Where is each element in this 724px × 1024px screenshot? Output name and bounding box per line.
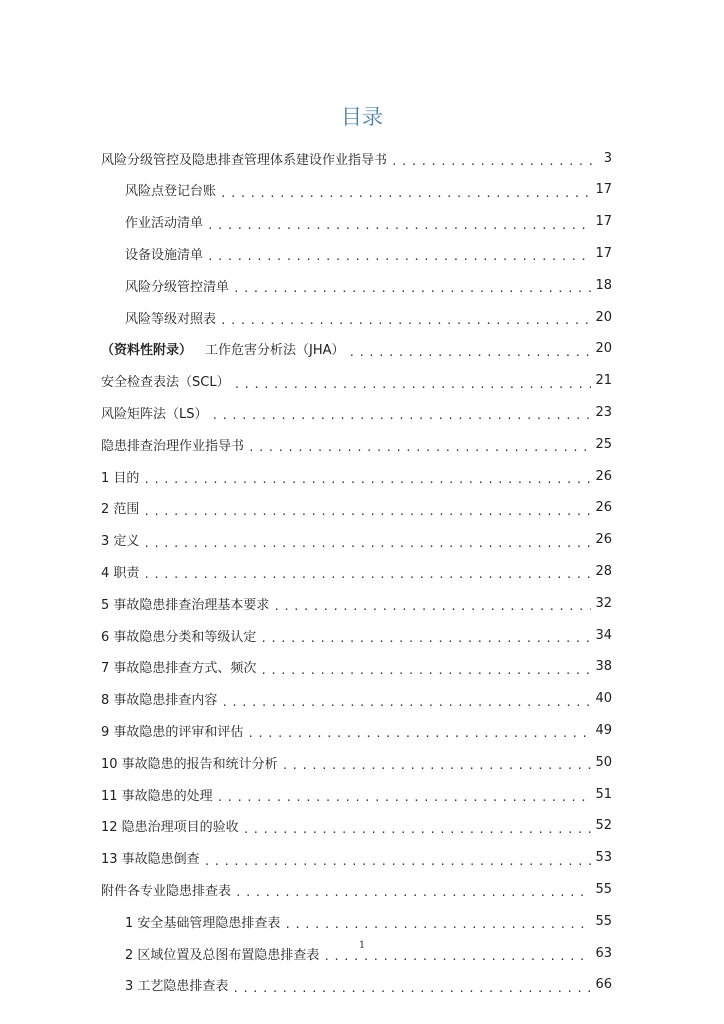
toc-leader-dots xyxy=(260,660,591,678)
toc-entry-label xyxy=(101,371,230,390)
toc-entry-text: 工作危害分析法（JHA） xyxy=(205,343,345,359)
toc-leader-dots xyxy=(220,310,591,328)
toc-entry-text: 隐患排查治理作业指导书 xyxy=(101,438,245,454)
toc-leader-dots xyxy=(233,278,591,296)
toc-entry-label xyxy=(101,594,269,613)
toc-entry-label xyxy=(101,848,200,867)
toc-entry-text: 风险分级管控及隐患排查管理体系建设作业指导书 xyxy=(101,152,388,168)
toc-entry-page: 17 xyxy=(595,214,612,230)
toc-leader-dots xyxy=(232,978,591,996)
toc-entry-label xyxy=(125,212,203,231)
toc-leader-dots xyxy=(284,914,591,932)
toc-leader-dots xyxy=(391,151,594,169)
toc-entry-label xyxy=(125,308,216,327)
toc-entry-text: 8 事故隐患排查内容 xyxy=(101,693,218,709)
toc-entry-page: 20 xyxy=(595,341,612,357)
toc-leader-dots xyxy=(349,342,592,360)
toc-entry-page: 40 xyxy=(595,691,612,707)
toc-entry[interactable] xyxy=(101,433,612,455)
toc-entry-page: 55 xyxy=(595,913,612,929)
toc-entry-page: 25 xyxy=(595,436,612,452)
toc-entry-text: 7 事故隐患排查方式、频次 xyxy=(101,661,257,677)
toc-entry-page: 26 xyxy=(595,532,612,548)
toc-leader-dots xyxy=(220,183,591,201)
toc-entry-text: 2 区域位置及总图布置隐患排查表 xyxy=(125,947,320,963)
toc-entry-label xyxy=(101,657,256,676)
toc-entry[interactable] xyxy=(101,465,612,487)
toc-entry-page: 66 xyxy=(595,977,612,993)
page-number: 1 xyxy=(358,940,366,951)
toc-entry-label xyxy=(101,626,256,645)
toc-leader-dots xyxy=(260,628,591,646)
toc-entry-page: 55 xyxy=(595,881,612,897)
toc-entry-text: 11 事故隐患的处理 xyxy=(101,788,213,804)
toc-leader-dots xyxy=(143,533,591,551)
toc-entry-label xyxy=(101,530,139,549)
toc-leader-dots xyxy=(248,437,591,455)
toc-entry-text: 安全检查表法（SCL） xyxy=(101,375,230,391)
toc-entry[interactable] xyxy=(125,910,612,932)
toc-leader-dots xyxy=(143,469,591,487)
toc-leader-dots xyxy=(207,215,591,233)
toc-entry-page: 34 xyxy=(595,627,612,643)
toc-entry[interactable] xyxy=(101,560,612,582)
toc-entry-text: 风险矩阵法（LS） xyxy=(101,406,208,422)
toc-leader-dots xyxy=(221,692,591,710)
toc-title: 目录 xyxy=(341,105,383,129)
toc-entry-label xyxy=(101,339,345,358)
toc-entry[interactable] xyxy=(101,497,612,519)
toc-entry-text: 作业活动清单 xyxy=(125,216,204,232)
toc-entry[interactable] xyxy=(101,401,612,423)
toc-entry-text: 风险点登记台账 xyxy=(125,184,217,200)
toc-entry-text: 3 定义 xyxy=(101,534,140,550)
toc-entry[interactable] xyxy=(101,529,612,551)
toc-entry-text: 风险等级对照表 xyxy=(125,311,217,327)
toc-leader-dots xyxy=(234,374,592,392)
toc-leader-dots xyxy=(217,787,592,805)
toc-entry-text: 10 事故隐患的报告和统计分析 xyxy=(101,756,278,772)
toc-entry-text: 1 安全基础管理隐患排查表 xyxy=(125,915,281,931)
toc-entry[interactable] xyxy=(101,751,612,773)
toc-entry[interactable] xyxy=(101,624,612,646)
toc-entry-text: 4 职责 xyxy=(101,565,140,581)
toc-leader-dots xyxy=(212,405,592,423)
toc-entry-text: 附件各专业隐患排查表 xyxy=(101,883,232,899)
toc-leader-dots xyxy=(204,851,592,869)
toc-entry-page: 17 xyxy=(595,182,612,198)
toc-entry[interactable] xyxy=(101,656,612,678)
toc-entry-page: 53 xyxy=(595,850,612,866)
toc-entry-label xyxy=(101,753,278,772)
toc-entry-page: 32 xyxy=(595,595,612,611)
toc-entry-label xyxy=(125,912,280,931)
toc-entry-label xyxy=(101,816,239,835)
toc-entry[interactable] xyxy=(101,815,612,837)
toc-leader-dots xyxy=(207,246,591,264)
toc-entry-page: 3 xyxy=(603,150,612,166)
toc-entry-page: 17 xyxy=(595,245,612,261)
toc-entry-page: 38 xyxy=(595,659,612,675)
toc-entry-label xyxy=(101,785,213,804)
toc-leader-dots xyxy=(282,755,592,773)
toc-entry-text: 设备设施清单 xyxy=(125,247,204,263)
toc-entry-label xyxy=(101,498,139,517)
toc-entry-text: 12 隐患治理项目的验收 xyxy=(101,820,239,836)
toc-entry-page: 28 xyxy=(595,563,612,579)
toc-entry-label xyxy=(101,403,208,422)
toc-entry-label xyxy=(101,435,244,454)
toc-entry[interactable] xyxy=(125,179,612,201)
toc-entry-text: 9 事故隐患的评审和评估 xyxy=(101,724,244,740)
toc-leader-dots xyxy=(143,501,591,519)
toc-entry-text: 2 范围 xyxy=(101,502,140,518)
toc-entry[interactable] xyxy=(125,211,612,233)
toc-entry[interactable] xyxy=(101,719,612,741)
toc-entry[interactable] xyxy=(125,242,612,264)
toc-entry[interactable] xyxy=(125,274,612,296)
toc-entry-label xyxy=(125,975,228,994)
toc-entry[interactable] xyxy=(101,783,612,805)
toc-entry-label xyxy=(125,276,229,295)
toc-entry-page: 52 xyxy=(595,818,612,834)
toc-leader-dots xyxy=(243,819,592,837)
toc-leader-dots xyxy=(143,564,591,582)
toc-entry-page: 26 xyxy=(595,468,612,484)
toc-leader-dots xyxy=(273,596,591,614)
toc-entry[interactable] xyxy=(101,370,612,392)
toc-entry-page: 18 xyxy=(595,277,612,293)
toc-leader-dots xyxy=(235,882,591,900)
toc-entry-label xyxy=(101,721,243,740)
toc-entry-label xyxy=(101,689,217,708)
toc-entry-label xyxy=(125,180,216,199)
toc-entry[interactable] xyxy=(101,847,612,869)
toc-entry-page: 23 xyxy=(595,404,612,420)
toc-entry[interactable] xyxy=(125,306,612,328)
toc-entry[interactable] xyxy=(101,147,612,169)
toc-entry-page: 63 xyxy=(595,945,612,961)
toc-entry-page: 49 xyxy=(595,722,612,738)
toc-entry-text: 3 工艺隐患排查表 xyxy=(125,979,229,995)
toc-entry-text: 风险分级管控清单 xyxy=(125,279,230,295)
toc-entry-page: 20 xyxy=(595,309,612,325)
toc-entry-label xyxy=(101,467,139,486)
toc-entry-text: 13 事故隐患倒查 xyxy=(101,852,200,868)
toc-entry[interactable] xyxy=(101,688,612,710)
toc-entry-page: 26 xyxy=(595,500,612,516)
toc-entry[interactable] xyxy=(125,974,612,996)
toc-entry-page: 21 xyxy=(595,373,612,389)
toc-entry-text: 6 事故隐患分类和等级认定 xyxy=(101,629,257,645)
toc-entry-label xyxy=(101,562,139,581)
toc-entry-text: 5 事故隐患排查治理基本要求 xyxy=(101,597,270,613)
toc-entry[interactable] xyxy=(101,878,612,900)
toc-entry[interactable] xyxy=(101,592,612,614)
toc-entry-label xyxy=(125,244,203,263)
toc-entry-label xyxy=(101,149,387,168)
toc-entry-page: 51 xyxy=(595,786,612,802)
toc-entry-label-prefix: （资料性附录） xyxy=(101,343,193,359)
toc-entry[interactable] xyxy=(101,338,612,360)
toc-entry-page: 50 xyxy=(595,754,612,770)
toc-entry-label xyxy=(101,880,231,899)
toc-leader-dots xyxy=(247,723,591,741)
toc-entry-text: 1 目的 xyxy=(101,470,140,486)
